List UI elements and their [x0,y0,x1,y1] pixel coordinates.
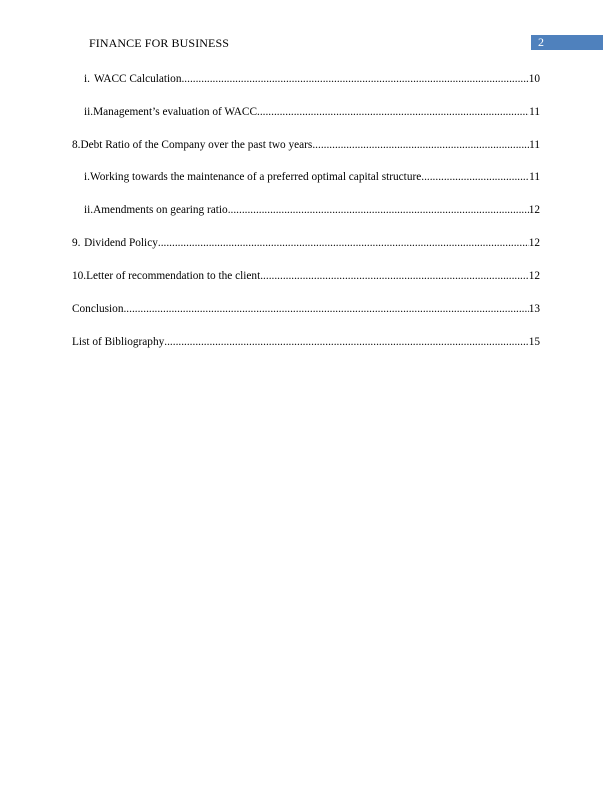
toc-entry-page: 10 [528,73,540,85]
toc-entry-label: Conclusion [72,303,124,315]
toc-entry-label: Amendments on gearing ratio [93,204,228,216]
toc-entry-page: 13 [528,303,540,315]
toc-entry-number: ii. [84,204,94,216]
toc-entry-page: 12 [528,204,540,216]
running-header-title: FINANCE FOR BUSINESS [89,36,230,50]
toc-entry-page: 15 [528,336,540,348]
toc-entry[interactable] [72,236,540,250]
toc-entry[interactable] [72,335,540,349]
toc-entry[interactable] [72,138,540,152]
toc-entry[interactable] [84,170,540,184]
toc-leader-dots [158,236,529,250]
toc-leader-dots [312,138,529,152]
toc-entry[interactable] [84,72,540,86]
toc-entry-label: Debt Ratio of the Company over the past two years [80,139,313,151]
toc-entry-label: Dividend Policy [84,237,158,249]
toc-entry-number: i. [84,73,90,85]
toc-entry-number: 9. [72,237,81,249]
toc-entry-page: 12 [528,237,540,249]
toc-leader-dots [228,203,529,217]
toc-entry[interactable] [72,302,540,316]
toc-entry-page: 12 [528,270,540,282]
toc-entry-label: WACC Calculation [93,73,182,85]
toc-leader-dots [123,302,528,316]
toc-entry-label: List of Bibliography [72,336,165,348]
page-number: 2 [538,35,544,49]
toc-leader-dots [260,269,528,283]
toc-leader-dots [421,170,529,184]
toc-entry[interactable] [72,269,540,283]
toc-entry-label: Management’s evaluation of WACC [93,106,257,118]
toc-entry[interactable] [84,203,540,217]
toc-entry-page: 11 [529,139,540,151]
toc-leader-dots [181,72,528,86]
page-number-box [531,35,603,50]
toc-entry-page: 11 [529,106,540,118]
toc-entry-number: i. [84,171,90,183]
toc-entry-number: 10. [72,270,87,282]
toc-entry-label: Working towards the maintenance of a preferred optimal capital structure [89,171,422,183]
toc-entry-number: ii. [84,106,94,118]
toc-leader-dots [164,335,528,349]
toc-leader-dots [257,105,529,119]
toc-entry-label: Letter of recommendation to the client [86,270,261,282]
toc-entry-number: 8. [72,139,81,151]
toc-entry[interactable] [84,105,540,119]
toc-entry-page: 11 [529,171,540,183]
